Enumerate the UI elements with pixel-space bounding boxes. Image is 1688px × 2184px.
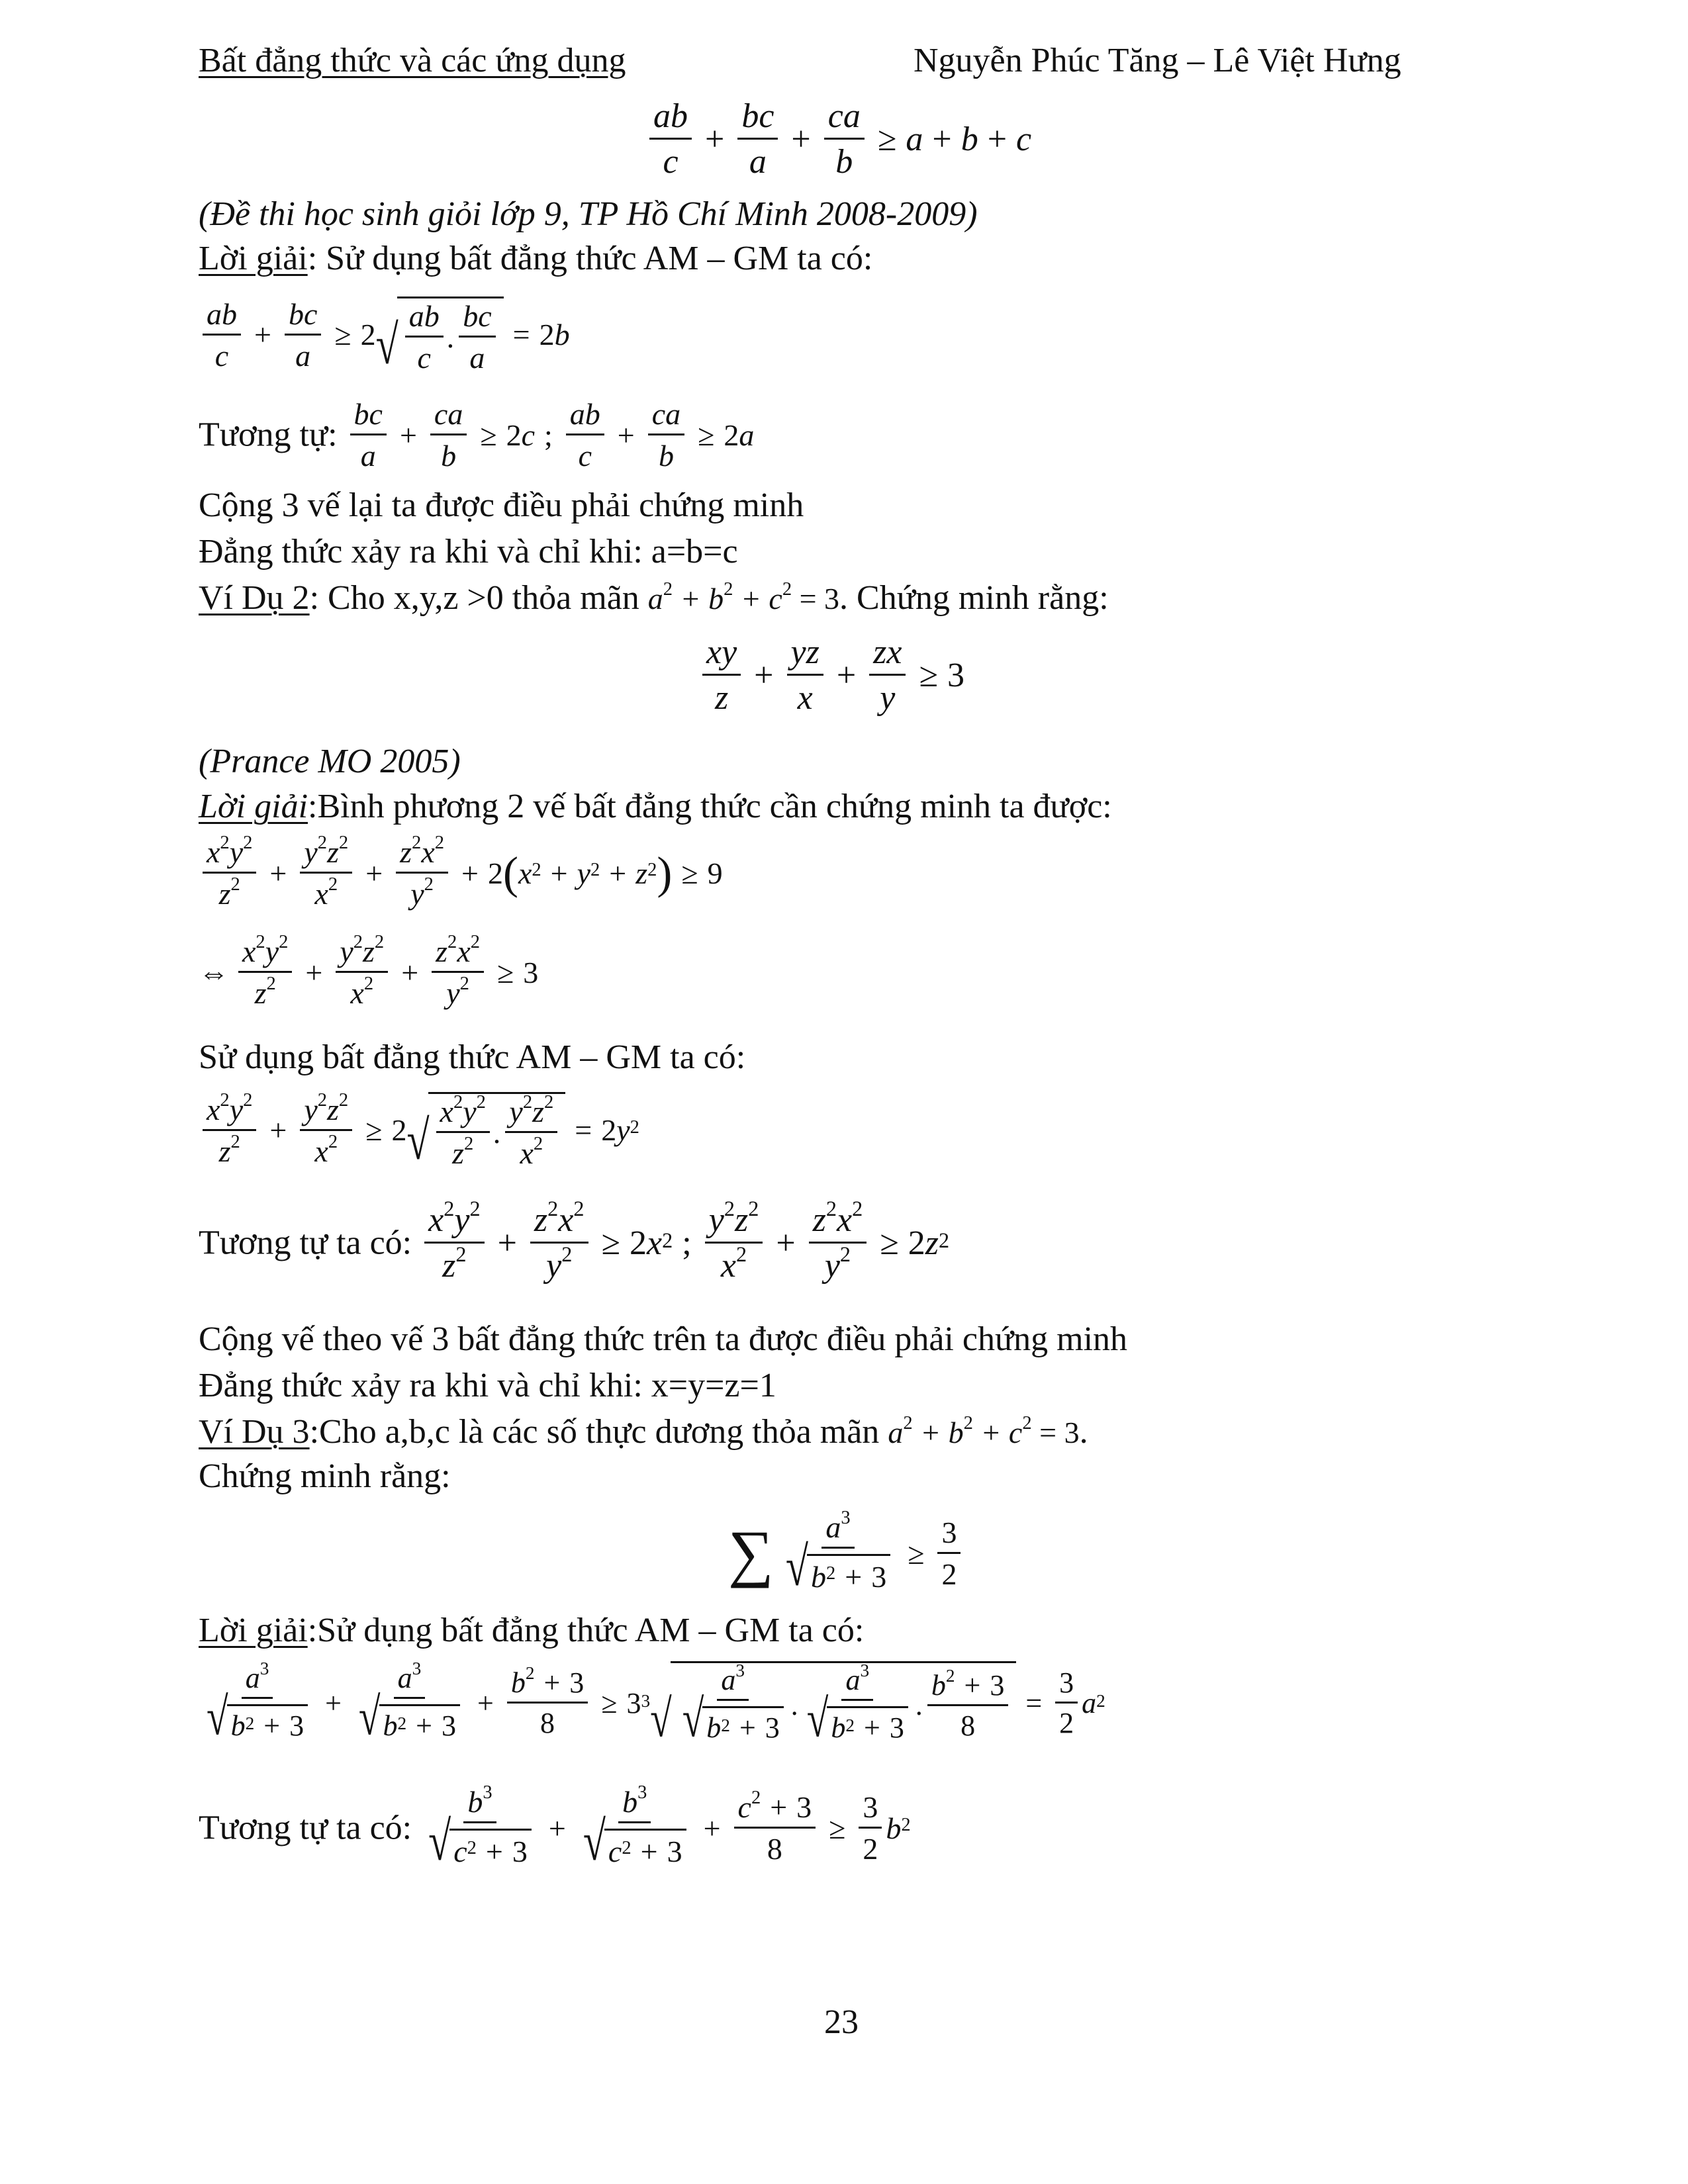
header-authors: Nguyễn Phúc Tăng – Lê Việt Hưng [914,42,1401,79]
ex3-similar-line: Tương tự ta có: $b^3$ √ c $^2$ + 3 + $b^3$ √ c $^2$ + 3 + $\frac{c^2 + 3}{8}$ ≥ $\frac{3}{2}$ b $^2$ [199,1782,911,1873]
ex2-text: : Cho x,y,z >0 thỏa mãn [309,579,648,617]
header-title: Bất đẳng thức và các ứng dụng [199,42,626,79]
ex3-statement: Ví Dụ 3:Cho a,b,c là các số thực dương thỏa mãn $a^2 + b^2 + c^2 = 3$. [199,1413,1088,1451]
ex2-equiv-eq: ⇔ $\frac{x^2y^2}{z^2}$ + $\frac{y^2z^2}{x^2}$ + $\frac{z^2x^2}{y^2}$ ≥ 3 [199,932,539,1010]
ex2-equality-text: Đẳng thức xảy ra khi và chỉ khi: x=y=z=1 [199,1367,776,1404]
ex3-amgm-eq: $a^3$ √ b $^2$ + 3 + $a^3$ √ b $^2$ + 3 + $\frac{b^2 + 3}{8}$ ≥ 3 $^3$ √ $a^3$ √ b $^2$ + 3 . $a^3$ √ b $^2$ + 3 . $\frac{b^2 + 3}{8}$ = $\frac{3}{2}$ a $^2$ [207,1658,1105,1748]
ex2-squared-eq: $\frac{x^2y^2}{z^2}$ + $\frac{y^2z^2}{x^2}$ + $\frac{z^2x^2}{y^2}$ + 2 ( x $^2$ + y $^2$ + z $^2$ ) ≥ 9 [199,837,723,909]
ex1-solution-line [199,242,872,276]
ex1-solution-text: : Sử dụng bất đẳng thức AM – GM ta có: [307,240,873,277]
ex3-solution-line [199,1614,864,1648]
ex2-solution-label: Lời giải [199,788,308,825]
ex2-statement: Ví Dụ 2: Cho x,y,z >0 thỏa mãn $a^2 + b^2 + c^2 = 3$. Chứng minh rằng: [199,579,1109,617]
inequality-main-3: ∑ $a^3$ √ b $^2$ + 3 ≥ $\frac{3}{2}$ [728,1512,964,1595]
ex3-text-end: . [1079,1413,1088,1451]
ex3-text2: Chứng minh rằng: [199,1457,451,1495]
inequality-main-1: $\frac{ab}{c}$ + $\frac{bc}{a}$ + $\frac{ca}{b}$ ≥ a + b + c [645,99,1031,179]
ex2-solution-line [199,790,1112,824]
page-number: 23 [824,2003,859,2041]
ex3-solution-text: :Sử dụng bất đẳng thức AM – GM ta có: [307,1612,865,1649]
ex2-similar-line: Tương tự ta có: $\frac{x^2y^2}{z^2}$ + $\frac{z^2x^2}{y^2}$ ≥ 2 x $^2$ ; $\frac{y^2z^2}{x^2}$ + $\frac{z^2x^2}{y^2}$ ≥ 2 z $^2$ [199,1196,950,1285]
ex2-amgm-text: Sử dụng bất đẳng thức AM – GM ta có: [199,1038,746,1076]
ex2-label: Ví Dụ 2 [199,579,310,617]
ex3-similar-label: Tương tự ta có: [199,1809,421,1847]
ex2-similar-label: Tương tự ta có: [199,1224,421,1262]
ex2-text-end: . Chứng minh rằng: [839,579,1109,617]
ex2-solution-text: :Bình phương 2 vế bất đẳng thức cần chứng minh ta được: [308,788,1112,825]
ex2-sum-text: Cộng vế theo vế 3 bất đẳng thức trên ta được điều phải chứng minh [199,1320,1128,1358]
ex1-sum-text: Cộng 3 vế lại ta được điều phải chứng minh [199,486,804,524]
ex1-amgm-eq: $\frac{ab}{c}$ + $\frac{bc}{a}$ ≥ 2 √ $\frac{ab}{c}$ . $\frac{bc}{a}$ = 2 b [199,296,570,373]
ex3-solution-label: Lời giải [199,1612,308,1649]
inequality-main-2: $\frac{xy}{z}$ + $\frac{yz}{x}$ + $\frac{zx}{y}$ ≥ 3 [698,635,964,715]
ex1-solution-label: Lời giải [199,240,308,277]
ex2-source: (Prance MO 2005) [199,743,461,780]
ex2-amgm-eq: $\frac{x^2y^2}{z^2}$ + $\frac{y^2z^2}{x^2}$ ≥ 2 √ $\frac{x^2y^2}{z^2}$ . $\frac{y^2z^2}{x^2}$ = 2 y $^2$ [199,1092,639,1169]
ex1-source: (Đề thi học sinh giỏi lớp 9, TP Hồ Chí Minh 2008-2009) [199,195,978,233]
ex1-similar-line: Tương tự: $\frac{bc}{a}$ + $\frac{ca}{b}$ ≥ 2 c ; $\frac{ab}{c}$ + $\frac{ca}{b}$ ≥ 2 a [199,397,755,473]
ex1-similar-label: Tương tự: [199,416,346,454]
ex3-label: Ví Dụ 3 [199,1413,310,1451]
ex1-equality-text: Đẳng thức xảy ra khi và chỉ khi: a=b=c [199,533,738,570]
ex3-text: :Cho a,b,c là các số thực dương thỏa mãn [309,1413,888,1451]
